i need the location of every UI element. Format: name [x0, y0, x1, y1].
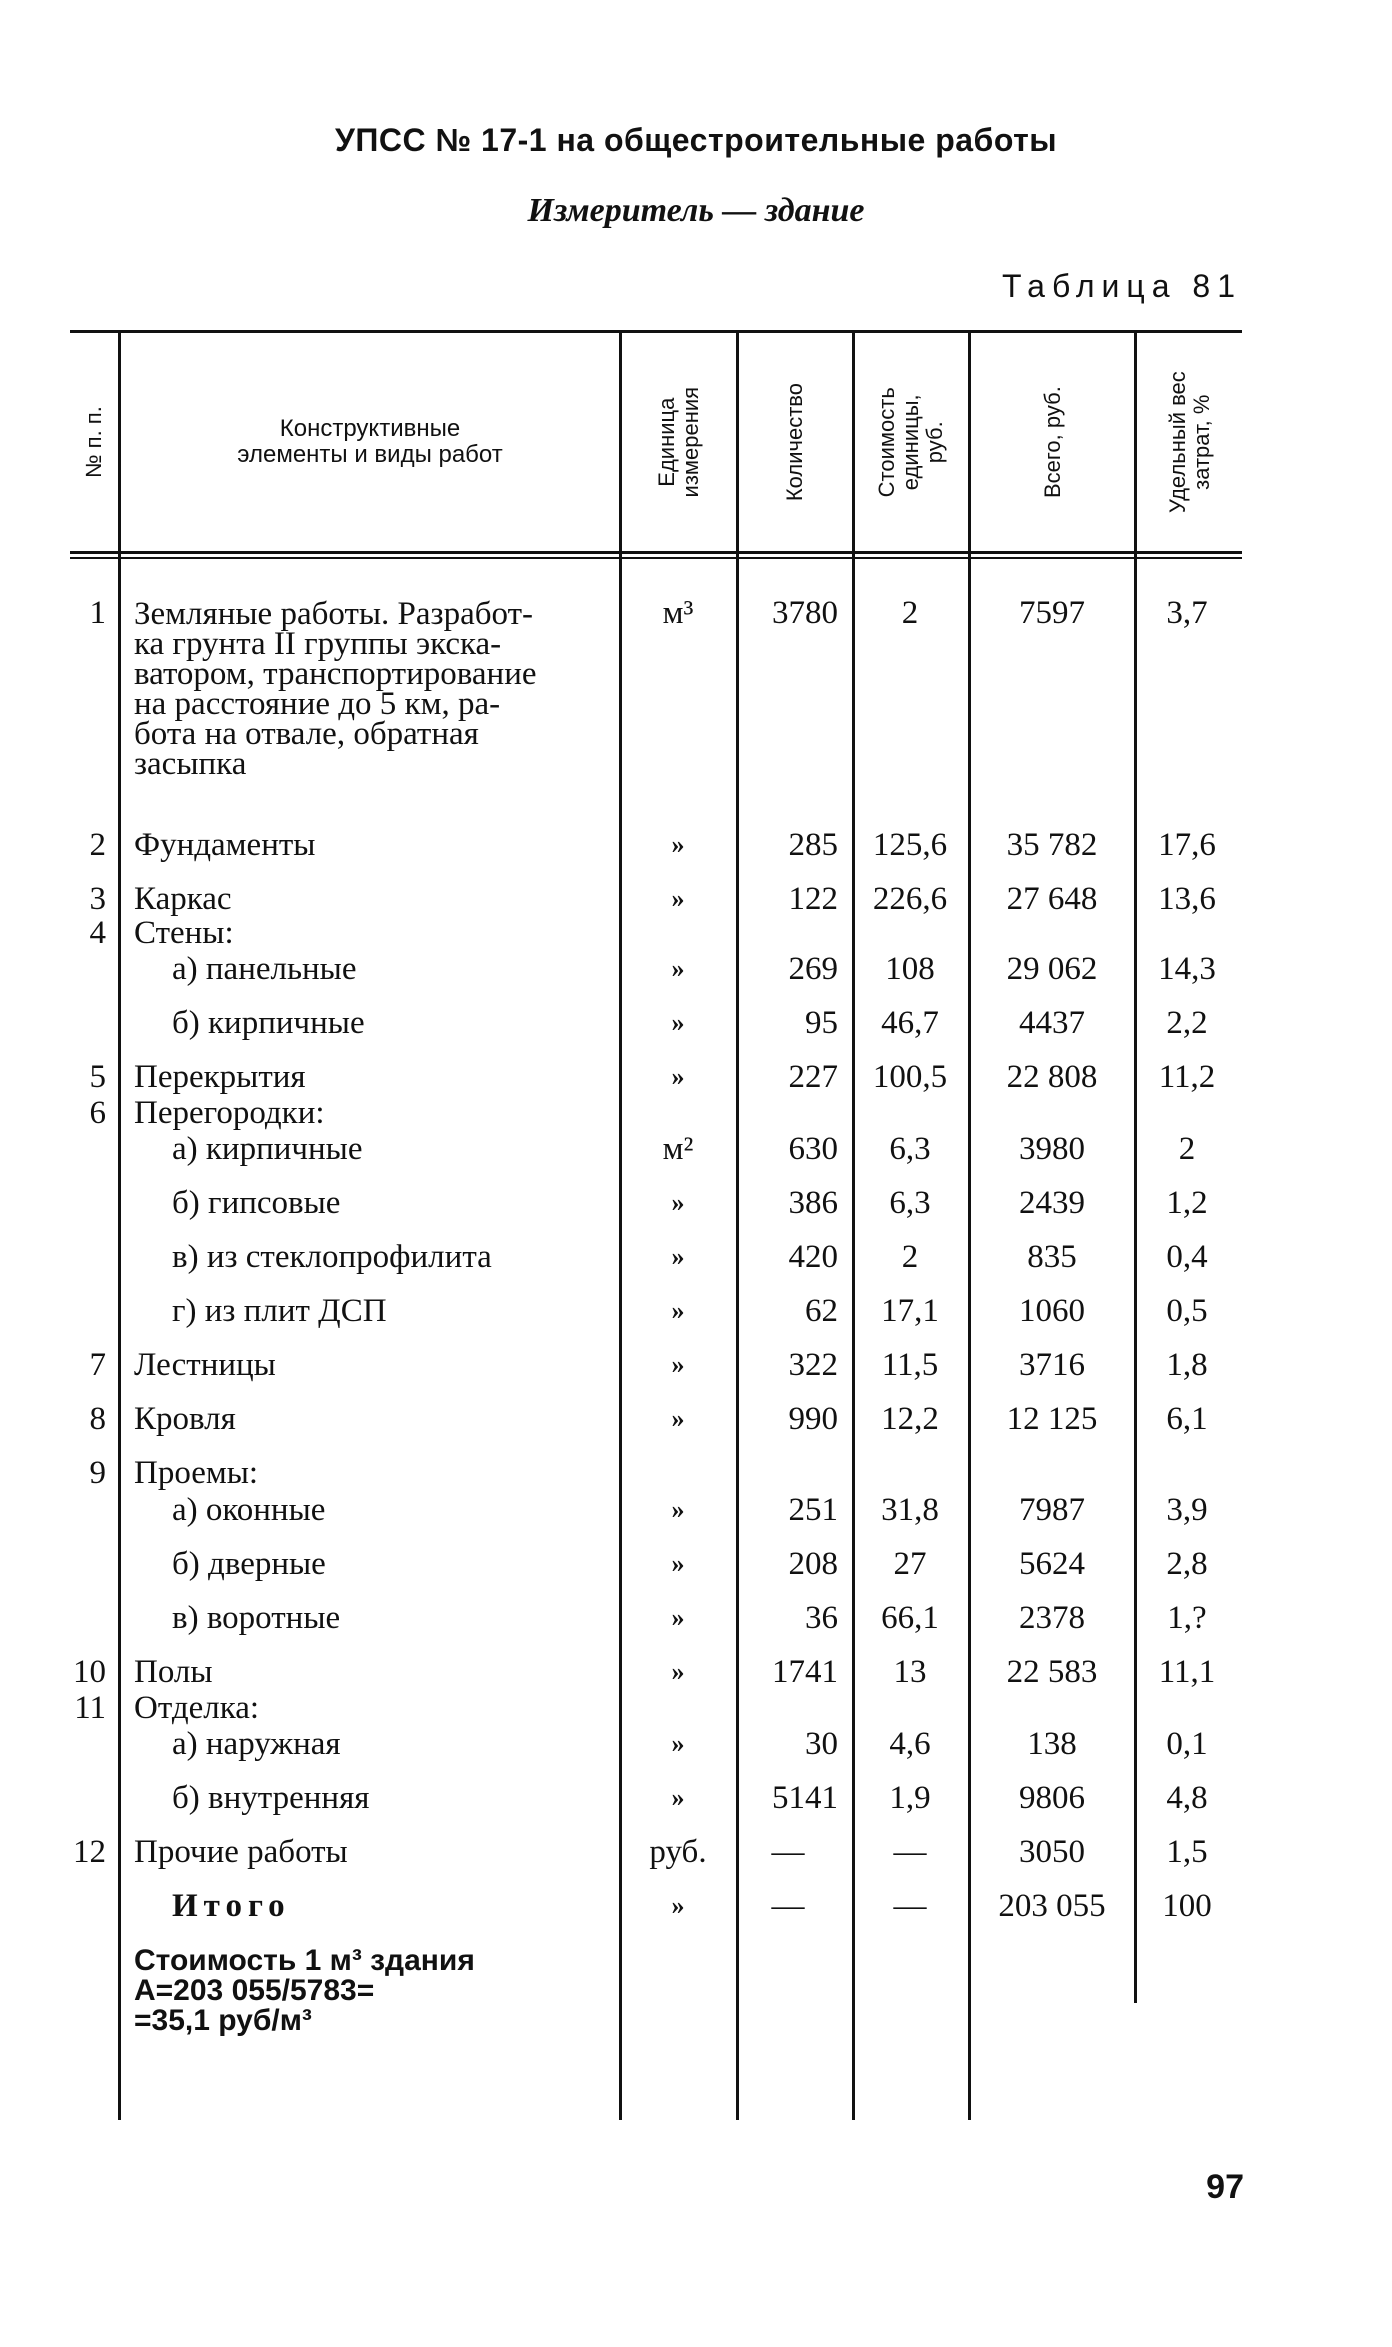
row-unit: »	[671, 830, 685, 859]
header-bottom-rule	[70, 551, 1242, 554]
row-number: 12	[73, 1834, 106, 1870]
row-1-line: на расстояние до 5 км, ра-	[134, 686, 501, 722]
row-name: б) дверные	[172, 1546, 326, 1582]
row-name: Кровля	[134, 1401, 236, 1437]
row-share: 4,8	[1166, 1780, 1208, 1816]
row-qty: 285	[788, 827, 838, 863]
row-unit: »	[671, 1062, 685, 1091]
table-row	[0, 1392, 1392, 1446]
row-total: 4437	[1019, 1005, 1085, 1041]
row-qty: —	[771, 1888, 805, 1924]
table-row	[0, 1338, 1392, 1392]
row-total: 27 648	[1006, 881, 1098, 917]
row-total: 22 583	[1006, 1654, 1098, 1690]
row-share: 1,5	[1166, 1834, 1208, 1870]
row-name: г) из плит ДСП	[172, 1293, 387, 1329]
row-total: 5624	[1019, 1546, 1085, 1582]
header-qty: Количество	[782, 382, 808, 502]
row-total: 12 125	[1006, 1401, 1098, 1437]
row-name: а) наружная	[172, 1726, 341, 1762]
row-unit: м³	[662, 595, 694, 631]
row-price: —	[893, 1834, 927, 1870]
row-unit: »	[671, 1603, 685, 1632]
row-unit: »	[671, 1729, 685, 1758]
row-price: 66,1	[881, 1600, 939, 1636]
row-name: а) кирпичные	[172, 1131, 363, 1167]
table-top-rule	[70, 330, 1242, 333]
row-number: 5	[89, 1059, 106, 1095]
row-share: 1,?	[1167, 1600, 1207, 1636]
row-total: 29 062	[1006, 951, 1098, 987]
row-1-description	[134, 596, 614, 782]
row-unit: »	[671, 1549, 685, 1578]
row-number: 9	[89, 1455, 106, 1491]
cost-note-line: =35,1 руб/м³	[134, 2004, 312, 2037]
row-share: 3,9	[1166, 1492, 1208, 1528]
row-share: 11,2	[1158, 1059, 1216, 1095]
row-total: 2378	[1019, 1600, 1085, 1636]
row-share: 13,6	[1158, 881, 1216, 917]
row-name: Каркас	[134, 881, 232, 917]
row-name: а) панельные	[172, 951, 357, 987]
row-total: 3050	[1019, 1834, 1085, 1870]
row-name: Стены:	[134, 915, 234, 951]
row-total: 7987	[1019, 1492, 1085, 1528]
row-share: 3,7	[1166, 595, 1208, 631]
row-qty: 62	[805, 1293, 838, 1329]
row-price: 31,8	[881, 1492, 939, 1528]
row-qty: 227	[788, 1059, 838, 1095]
cost-note	[134, 1946, 614, 2036]
row-unit: »	[671, 1495, 685, 1524]
row-1-line: ватором, транспортирование	[134, 656, 537, 692]
table-row	[0, 1537, 1392, 1591]
row-qty: 1741	[772, 1654, 838, 1690]
row-qty: 208	[788, 1546, 838, 1582]
row-unit: »	[671, 1404, 685, 1433]
row-qty: 30	[805, 1726, 838, 1762]
row-share: 11,1	[1158, 1654, 1216, 1690]
row-unit: »	[671, 1296, 685, 1325]
row-total: 3980	[1019, 1131, 1085, 1167]
row-number: 8	[89, 1401, 106, 1437]
row-1-line: засыпка	[134, 746, 247, 782]
table-row	[0, 1230, 1392, 1284]
row-total: 835	[1027, 1239, 1077, 1275]
row-name: Лестницы	[134, 1347, 276, 1383]
table-row	[0, 1176, 1392, 1230]
row-total: 22 808	[1006, 1059, 1098, 1095]
row-unit: »	[671, 1783, 685, 1812]
row-share: 2,2	[1166, 1005, 1208, 1041]
row-price: 2	[901, 1239, 919, 1275]
row-price: 6,3	[889, 1185, 931, 1221]
cost-note-line: А=203 055/5783=	[134, 1974, 375, 2007]
row-share: 0,4	[1166, 1239, 1208, 1275]
table-row	[0, 1771, 1392, 1825]
row-price: 17,1	[881, 1293, 939, 1329]
row-price: 226,6	[872, 881, 948, 917]
row-qty: 95	[805, 1005, 838, 1041]
row-price: 46,7	[881, 1005, 939, 1041]
row-share: 100	[1162, 1888, 1212, 1924]
row-qty: —	[771, 1834, 805, 1870]
row-number: 3	[89, 881, 106, 917]
row-total: 203 055	[998, 1888, 1106, 1924]
row-total: 35 782	[1006, 827, 1098, 863]
row-unit: »	[671, 884, 685, 913]
row-name: Полы	[134, 1654, 213, 1690]
table-row	[0, 1122, 1392, 1176]
row-unit: м²	[662, 1131, 694, 1167]
row-name: а) оконные	[172, 1492, 326, 1528]
row-qty: 990	[788, 1401, 838, 1437]
row-name: Прочие работы	[134, 1834, 348, 1870]
row-name: Итого	[172, 1888, 291, 1924]
page-title: УПСС № 17-1 на общестроительные работы	[334, 122, 1058, 158]
row-number: 2	[89, 827, 106, 863]
page-number: 97	[1206, 2168, 1244, 2206]
row-qty: 630	[788, 1131, 838, 1167]
row-price: 100,5	[872, 1059, 948, 1095]
row-unit: »	[671, 1008, 685, 1037]
row-total: 138	[1027, 1726, 1077, 1762]
row-unit: »	[671, 1350, 685, 1379]
row-qty: 251	[788, 1492, 838, 1528]
table-row	[0, 942, 1392, 996]
row-total: 1060	[1019, 1293, 1085, 1329]
row-number: 7	[89, 1347, 106, 1383]
row-qty: 269	[788, 951, 838, 987]
row-qty: 122	[788, 881, 838, 917]
row-unit: »	[671, 954, 685, 983]
row-name: Перегородки:	[134, 1095, 325, 1131]
row-share: 17,6	[1158, 827, 1216, 863]
row-name: в) из стеклопрофилита	[172, 1239, 492, 1275]
cost-note-line: Стоимость 1 м³ здания	[134, 1944, 475, 1977]
table-row	[0, 996, 1392, 1050]
table-row	[0, 1825, 1392, 1879]
row-number: 1	[89, 595, 106, 631]
row-share: 0,5	[1166, 1293, 1208, 1329]
table-row-total	[0, 1879, 1392, 1933]
header-unit: Единица измерения	[653, 386, 703, 498]
row-price: 6,3	[889, 1131, 931, 1167]
page-subtitle: Измеритель — здание	[527, 192, 865, 229]
row-1-line: Земляные работы. Разработ-	[134, 596, 533, 632]
row-price: —	[893, 1888, 927, 1924]
row-price: 11,5	[881, 1347, 939, 1383]
row-unit: руб.	[649, 1834, 707, 1870]
header-total: Всего, руб.	[1039, 386, 1065, 498]
row-qty: 322	[788, 1347, 838, 1383]
row-total: 2439	[1019, 1185, 1085, 1221]
row-total: 3716	[1019, 1347, 1085, 1383]
row-unit: »	[671, 1891, 685, 1920]
row-share: 14,3	[1158, 951, 1216, 987]
row-unit: »	[671, 1188, 685, 1217]
header-bottom-rule-2	[70, 557, 1242, 559]
row-total: 7597	[1019, 595, 1085, 631]
row-total: 9806	[1019, 1780, 1085, 1816]
row-name: Фундаменты	[134, 827, 316, 863]
row-qty: 386	[788, 1185, 838, 1221]
row-qty: 5141	[772, 1780, 838, 1816]
header-name: Конструктивные элементы и виды работ	[237, 414, 503, 468]
header-num: № п. п.	[80, 406, 106, 478]
row-number: 11	[74, 1690, 106, 1726]
row-share: 2	[1178, 1131, 1196, 1167]
table-row	[0, 1284, 1392, 1338]
table-row	[0, 818, 1392, 872]
row-price: 13	[893, 1654, 927, 1690]
row-price: 12,2	[881, 1401, 939, 1437]
row-qty: 420	[788, 1239, 838, 1275]
row-name: Проемы:	[134, 1455, 259, 1491]
row-name: б) гипсовые	[172, 1185, 341, 1221]
row-number: 10	[73, 1654, 106, 1690]
row-name: б) кирпичные	[172, 1005, 365, 1041]
table-label: Таблица 81	[1002, 268, 1242, 304]
row-unit: »	[671, 1242, 685, 1271]
row-price: 108	[885, 951, 935, 987]
row-name: в) воротные	[172, 1600, 341, 1636]
row-qty: 36	[805, 1600, 838, 1636]
table-row	[0, 1717, 1392, 1771]
table-row	[0, 1591, 1392, 1645]
row-number: 4	[89, 915, 106, 951]
row-price: 2	[901, 595, 919, 631]
row-price: 4,6	[889, 1726, 931, 1762]
row-share: 1,2	[1166, 1185, 1208, 1221]
header-share: Удельный вес затрат, %	[1164, 371, 1214, 513]
row-1-line: бота на отвале, обратная	[134, 716, 479, 752]
row-qty: 3780	[772, 595, 838, 631]
row-1-line: ка грунта II группы экска-	[134, 626, 502, 662]
row-price: 27	[893, 1546, 927, 1582]
row-name: б) внутренняя	[172, 1780, 370, 1816]
table-row	[0, 1483, 1392, 1537]
row-share: 1,8	[1166, 1347, 1208, 1383]
row-share: 2,8	[1166, 1546, 1208, 1582]
row-name: Перекрытия	[134, 1059, 306, 1095]
row-share: 6,1	[1166, 1401, 1208, 1437]
row-share: 0,1	[1166, 1726, 1208, 1762]
row-name: Отделка:	[134, 1690, 260, 1726]
row-number: 6	[89, 1095, 106, 1131]
row-unit: »	[671, 1657, 685, 1686]
header-price: Стоимость единицы, руб.	[874, 386, 948, 498]
row-price: 1,9	[889, 1780, 931, 1816]
row-price: 125,6	[872, 827, 948, 863]
